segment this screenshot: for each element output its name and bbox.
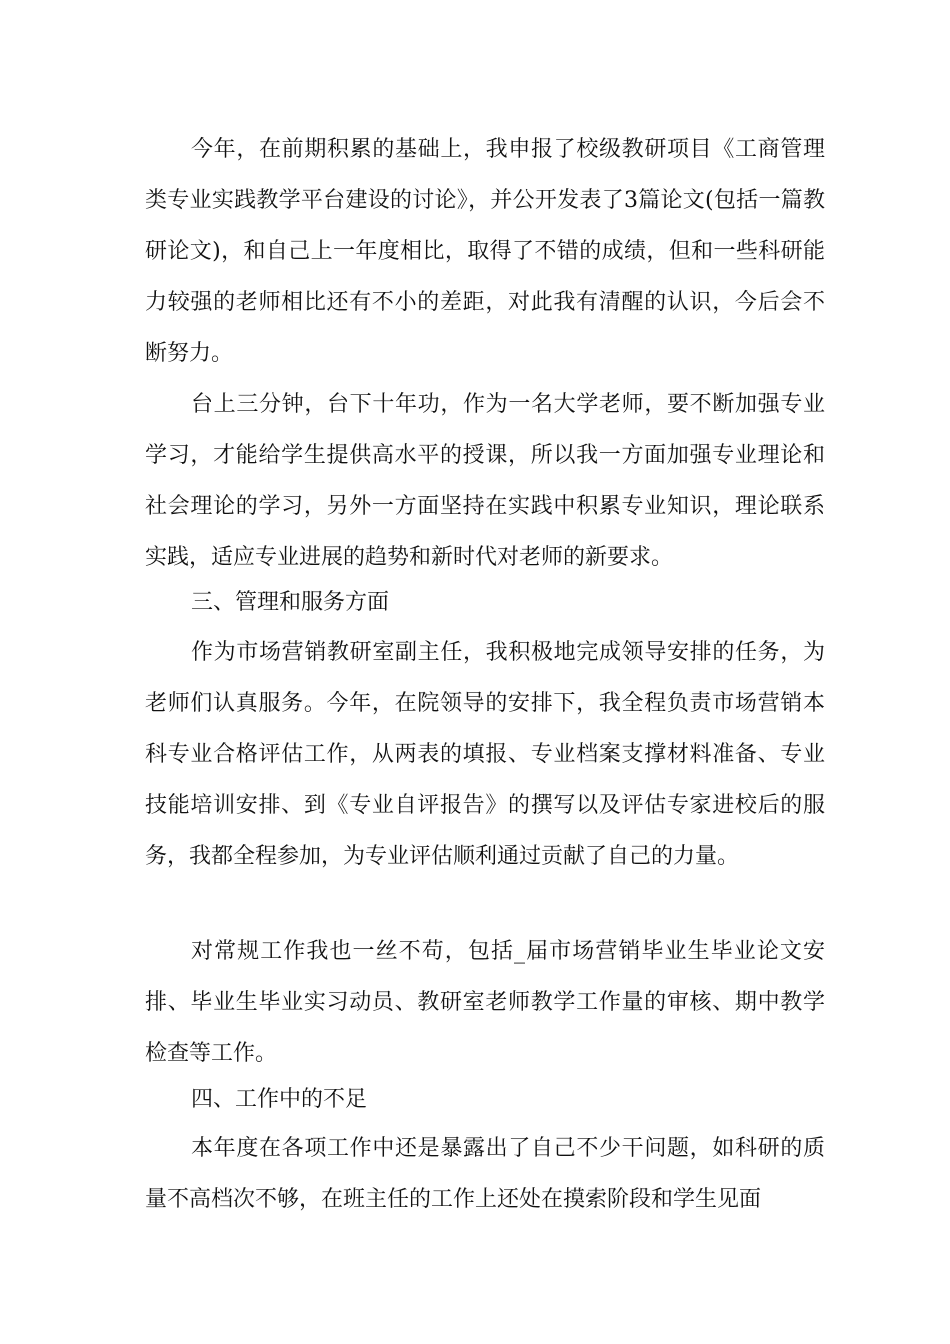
paragraph-study: 台上三分钟，台下十年功，作为一名大学老师，要不断加强专业学习，才能给学生提供高水平的授课，所以我一方面加强专业理论和社会理论的学习，另外一方面坚持在实践中积累专业知识，理论联系实践，适应专业进展的趋势和新时代对老师的新要求。: [145, 392, 825, 570]
paragraph-shortcomings: 本年度在各项工作中还是暴露出了自己不少干问题，如科研的质量不高档次不够，在班主任的工作上还处在摸索阶段和学生见面: [145, 1136, 825, 1212]
paragraph-research: 今年，在前期积累的基础上，我申报了校级教研项目《工商管理类专业实践教学平台建设的讨论》，并公开发表了3篇论文(包括一篇教研论文)，和自己上一年度相比，取得了不错的成绩，但和一些科研能力较强的老师相比还有不小的差距，对此我有清醒的认识，今后会不断努力。: [145, 137, 825, 366]
section-heading-shortcomings: 四、工作中的不足: [191, 1087, 368, 1112]
paragraph-management: 作为市场营销教研室副主任，我积极地完成领导安排的任务，为老师们认真服务。今年，在院领导的安排下，我全程负责市场营销本科专业合格评估工作，从两表的填报、专业档案支撑材料准备、专业技能培训安排、到《专业自评报告》的撰写以及评估专家进校后的服务，我都全程参加，为专业评估顺利通过贡献了自己的力量。: [145, 640, 825, 869]
section-heading-management: 三、管理和服务方面: [191, 590, 390, 615]
paragraph-routine-work: 对常规工作我也一丝不苟，包括_届市场营销毕业生毕业论文安排、毕业生毕业实习动员、教研室老师教学工作量的审核、期中教学检查等工作。: [145, 939, 825, 1066]
